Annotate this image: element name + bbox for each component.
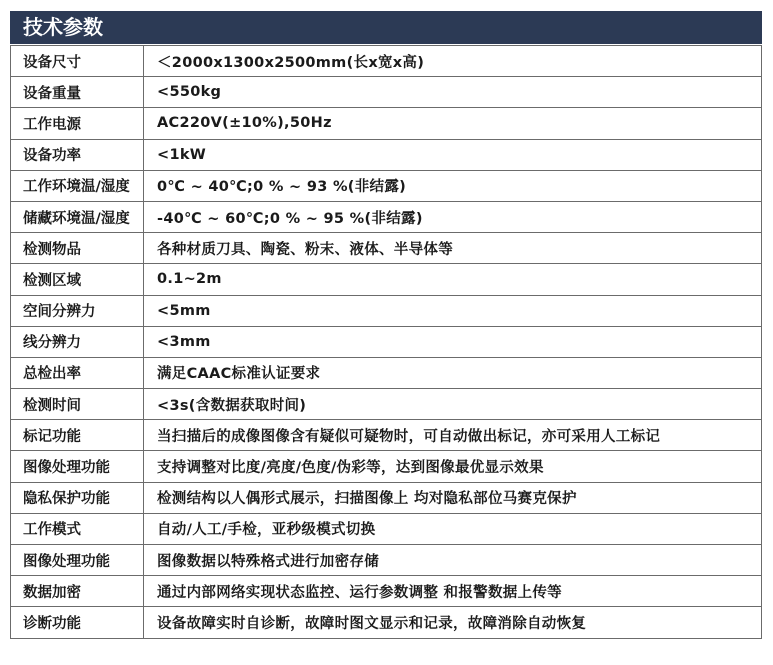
row-value: <550kg <box>144 77 762 108</box>
table-row <box>11 233 762 264</box>
table-row <box>11 46 762 77</box>
row-label: 设备重量 <box>11 77 144 108</box>
table-row <box>11 264 762 295</box>
row-value: 自动/人工/手检，亚秒级模式切换 <box>144 513 762 544</box>
row-value: 检测结构以人偶形式展示，扫描图像上 均对隐私部位马赛克保护 <box>144 482 762 513</box>
row-value: -40℃ ~ 60℃;0 % ~ 95 %(非结露) <box>144 201 762 232</box>
table-row <box>11 170 762 201</box>
row-value: ＜2000x1300x2500mm(长x宽x高) <box>144 46 762 77</box>
row-label: 线分辨力 <box>11 326 144 357</box>
row-label: 总检出率 <box>11 357 144 388</box>
table-row <box>11 545 762 576</box>
section-title: 技术参数 <box>10 11 762 44</box>
row-label: 工作电源 <box>11 108 144 139</box>
table-row <box>11 326 762 357</box>
table-row <box>11 139 762 170</box>
row-label: 隐私保护功能 <box>11 482 144 513</box>
table-row <box>11 389 762 420</box>
row-label: 数据加密 <box>11 576 144 607</box>
row-value: 0℃ ~ 40℃;0 % ~ 93 %(非结露) <box>144 170 762 201</box>
table-row <box>11 357 762 388</box>
row-label: 设备功率 <box>11 139 144 170</box>
table-row <box>11 77 762 108</box>
row-value: 各种材质刀具、陶瓷、粉末、液体、半导体等 <box>144 233 762 264</box>
row-label: 储藏环境温/湿度 <box>11 201 144 232</box>
row-label: 标记功能 <box>11 420 144 451</box>
row-label: 设备尺寸 <box>11 46 144 77</box>
row-label: 图像处理功能 <box>11 545 144 576</box>
row-value: 满足CAAC标准认证要求 <box>144 357 762 388</box>
table-row <box>11 108 762 139</box>
row-value: 设备故障实时自诊断，故障时图文显示和记录，故障消除自动恢复 <box>144 607 762 638</box>
row-label: 图像处理功能 <box>11 451 144 482</box>
row-label: 工作环境温/湿度 <box>11 170 144 201</box>
row-label: 空间分辨力 <box>11 295 144 326</box>
table-row <box>11 295 762 326</box>
table-row <box>11 420 762 451</box>
row-value: 0.1~2m <box>144 264 762 295</box>
row-value: <1kW <box>144 139 762 170</box>
row-label: 检测物品 <box>11 233 144 264</box>
table-row <box>11 607 762 638</box>
table-row <box>11 513 762 544</box>
table-row <box>11 451 762 482</box>
spec-table <box>10 45 762 639</box>
table-row <box>11 201 762 232</box>
row-label: 诊断功能 <box>11 607 144 638</box>
row-value: 通过内部网络实现状态监控、运行参数调整 和报警数据上传等 <box>144 576 762 607</box>
row-value: <3s(含数据获取时间) <box>144 389 762 420</box>
row-label: 检测区域 <box>11 264 144 295</box>
table-row <box>11 576 762 607</box>
row-value: 图像数据以特殊格式进行加密存储 <box>144 545 762 576</box>
table-row <box>11 482 762 513</box>
row-value: <3mm <box>144 326 762 357</box>
row-value: AC220V(±10%),50Hz <box>144 108 762 139</box>
row-value: 支持调整对比度/亮度/色度/伪彩等，达到图像最优显示效果 <box>144 451 762 482</box>
row-label: 工作模式 <box>11 513 144 544</box>
row-label: 检测时间 <box>11 389 144 420</box>
row-value: 当扫描后的成像图像含有疑似可疑物时，可自动做出标记，亦可采用人工标记 <box>144 420 762 451</box>
row-value: <5mm <box>144 295 762 326</box>
